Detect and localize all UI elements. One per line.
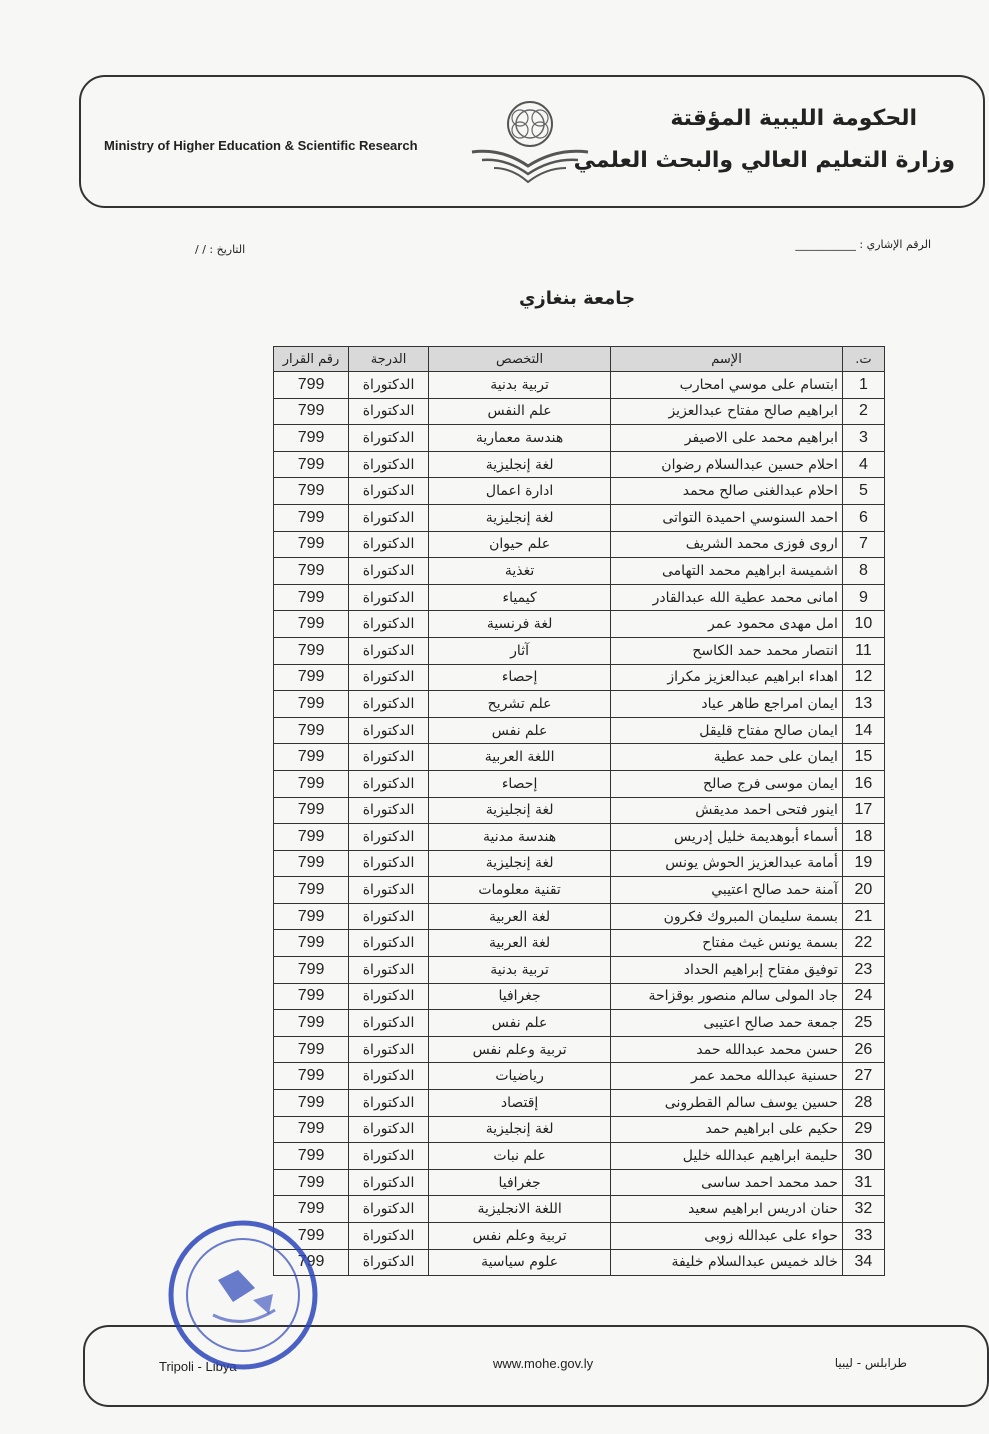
row-specialty: تقنية معلومات <box>428 877 610 904</box>
ministry-title-en: Ministry of Higher Education & Scientific Research <box>104 138 418 153</box>
row-specialty: علم النفس <box>428 398 610 425</box>
table-row <box>274 1063 885 1090</box>
table-row <box>274 1036 885 1063</box>
table-row <box>274 611 885 638</box>
table-row <box>274 1196 885 1223</box>
row-degree: الدكتوراة <box>349 1169 429 1196</box>
row-decision: 799 <box>274 1169 349 1196</box>
row-degree: الدكتوراة <box>349 425 429 452</box>
row-name: احلام عبدالغنى صالح محمد <box>611 478 843 505</box>
row-decision: 799 <box>274 504 349 531</box>
table-row <box>274 850 885 877</box>
table-row <box>274 1010 885 1037</box>
row-number: 24 <box>842 983 884 1010</box>
row-decision: 799 <box>274 1196 349 1223</box>
table-row <box>274 584 885 611</box>
date-label: التاريخ : / / <box>195 243 246 256</box>
row-specialty: لغة إنجليزية <box>428 504 610 531</box>
column-header-no: ت. <box>842 347 884 372</box>
row-degree: الدكتوراة <box>349 691 429 718</box>
row-specialty: كيمياء <box>428 584 610 611</box>
table-row <box>274 877 885 904</box>
row-degree: الدكتوراة <box>349 504 429 531</box>
footer-city-ar: طرابلس - ليبيا <box>834 1356 907 1370</box>
row-decision: 799 <box>274 372 349 399</box>
column-header-name: الإسم <box>611 347 843 372</box>
row-degree: الدكتوراة <box>349 824 429 851</box>
ministry-logo-icon <box>468 96 592 192</box>
row-name: جاد المولى سالم منصور بوقزاحة <box>611 983 843 1010</box>
row-number: 34 <box>842 1249 884 1276</box>
row-specialty: علم نفس <box>428 717 610 744</box>
reference-number-label: الرقم الإشاري : ___________ <box>795 238 931 251</box>
row-name: حسين يوسف سالم القطرونى <box>611 1090 843 1117</box>
row-degree: الدكتوراة <box>349 451 429 478</box>
row-degree: الدكتوراة <box>349 558 429 585</box>
row-name: ايمان صالح مفتاح قليقل <box>611 717 843 744</box>
row-name: جمعة حمد صالح اعتيبى <box>611 1010 843 1037</box>
row-number: 6 <box>842 504 884 531</box>
row-specialty: اللغة الانجليزية <box>428 1196 610 1223</box>
table-row <box>274 425 885 452</box>
row-name: حواء على عبدالله زوبى <box>611 1223 843 1250</box>
row-number: 7 <box>842 531 884 558</box>
row-specialty: لغة إنجليزية <box>428 797 610 824</box>
row-degree: الدكتوراة <box>349 850 429 877</box>
row-number: 22 <box>842 930 884 957</box>
row-specialty: علم نبات <box>428 1143 610 1170</box>
row-degree: الدكتوراة <box>349 1196 429 1223</box>
table-row <box>274 744 885 771</box>
graduates-table <box>273 346 885 1276</box>
row-specialty: آثار <box>428 637 610 664</box>
row-name: حكيم على ابراهيم حمد <box>611 1116 843 1143</box>
row-degree: الدكتوراة <box>349 584 429 611</box>
table-row <box>274 1223 885 1250</box>
row-specialty: هندسة معمارية <box>428 425 610 452</box>
row-name: ابتسام على موسي امحارب <box>611 372 843 399</box>
row-name: توفيق مفتاح إبراهيم الحداد <box>611 957 843 984</box>
row-specialty: علوم سياسية <box>428 1249 610 1276</box>
row-name: احلام حسين عبدالسلام رضوان <box>611 451 843 478</box>
row-decision: 799 <box>274 797 349 824</box>
row-number: 33 <box>842 1223 884 1250</box>
row-degree: الدكتوراة <box>349 717 429 744</box>
row-number: 1 <box>842 372 884 399</box>
row-decision: 799 <box>274 664 349 691</box>
row-degree: الدكتوراة <box>349 744 429 771</box>
row-decision: 799 <box>274 1063 349 1090</box>
row-specialty: ادارة اعمال <box>428 478 610 505</box>
row-specialty: علم حيوان <box>428 531 610 558</box>
row-decision: 799 <box>274 1249 349 1276</box>
row-name: اروى فوزى محمد الشريف <box>611 531 843 558</box>
row-degree: الدكتوراة <box>349 983 429 1010</box>
row-degree: الدكتوراة <box>349 637 429 664</box>
row-name: امانى محمد عطية الله عبدالقادر <box>611 584 843 611</box>
row-name: احمد السنوسي احميدة التواتى <box>611 504 843 531</box>
row-degree: الدكتوراة <box>349 1090 429 1117</box>
table-row <box>274 637 885 664</box>
row-number: 14 <box>842 717 884 744</box>
table-row <box>274 717 885 744</box>
row-degree: الدكتوراة <box>349 1063 429 1090</box>
row-name: امل مهدى محمود عمر <box>611 611 843 638</box>
row-number: 12 <box>842 664 884 691</box>
row-number: 23 <box>842 957 884 984</box>
row-degree: الدكتوراة <box>349 1143 429 1170</box>
row-number: 5 <box>842 478 884 505</box>
table-row <box>274 558 885 585</box>
row-decision: 799 <box>274 1223 349 1250</box>
row-name: اهداء ابراهيم عبدالعزيز مكراز <box>611 664 843 691</box>
row-degree: الدكتوراة <box>349 372 429 399</box>
table-row <box>274 664 885 691</box>
row-specialty: إقتصاد <box>428 1090 610 1117</box>
row-decision: 799 <box>274 398 349 425</box>
row-degree: الدكتوراة <box>349 797 429 824</box>
row-number: 26 <box>842 1036 884 1063</box>
table-row <box>274 903 885 930</box>
table-row <box>274 983 885 1010</box>
footer-city-en: Tripoli - Libya <box>159 1359 237 1374</box>
table-row <box>274 930 885 957</box>
row-specialty: علم نفس <box>428 1010 610 1037</box>
row-number: 16 <box>842 770 884 797</box>
row-decision: 799 <box>274 824 349 851</box>
footer-website: www.mohe.gov.ly <box>493 1356 594 1371</box>
row-decision: 799 <box>274 558 349 585</box>
row-name: أسماء أبوهديمة خليل إدريس <box>611 824 843 851</box>
row-decision: 799 <box>274 957 349 984</box>
row-specialty: جغرافيا <box>428 983 610 1010</box>
row-name: بسمة سليمان المبروك فكرون <box>611 903 843 930</box>
table-row <box>274 531 885 558</box>
row-name: أمامة عبدالعزيز الحوش يونس <box>611 850 843 877</box>
table-row <box>274 770 885 797</box>
row-decision: 799 <box>274 1090 349 1117</box>
row-number: 31 <box>842 1169 884 1196</box>
row-number: 27 <box>842 1063 884 1090</box>
row-specialty: تربية وعلم نفس <box>428 1036 610 1063</box>
row-specialty: جغرافيا <box>428 1169 610 1196</box>
row-decision: 799 <box>274 877 349 904</box>
ministry-title-ar: وزارة التعليم العالي والبحث العلمي <box>573 148 955 173</box>
row-decision: 799 <box>274 717 349 744</box>
row-decision: 799 <box>274 1143 349 1170</box>
row-name: حسن محمد عبدالله حمد <box>611 1036 843 1063</box>
table-row <box>274 478 885 505</box>
table-row <box>274 957 885 984</box>
column-header-specialty: التخصص <box>428 347 610 372</box>
row-specialty: لغة فرنسية <box>428 611 610 638</box>
row-number: 10 <box>842 611 884 638</box>
row-decision: 799 <box>274 1036 349 1063</box>
table-row <box>274 1169 885 1196</box>
row-specialty: لغة إنجليزية <box>428 1116 610 1143</box>
row-degree: الدكتوراة <box>349 770 429 797</box>
row-decision: 799 <box>274 478 349 505</box>
university-title: جامعة بنغازي <box>518 288 636 309</box>
table-row <box>274 1143 885 1170</box>
table-row <box>274 451 885 478</box>
row-degree: الدكتوراة <box>349 531 429 558</box>
row-decision: 799 <box>274 637 349 664</box>
row-specialty: اللغة العربية <box>428 744 610 771</box>
row-degree: الدكتوراة <box>349 1010 429 1037</box>
row-degree: الدكتوراة <box>349 1223 429 1250</box>
row-specialty: تربية وعلم نفس <box>428 1223 610 1250</box>
row-number: 21 <box>842 903 884 930</box>
row-decision: 799 <box>274 584 349 611</box>
table-row <box>274 398 885 425</box>
row-degree: الدكتوراة <box>349 1249 429 1276</box>
row-name: خالد خميس عبدالسلام خليفة <box>611 1249 843 1276</box>
table-header-row <box>274 347 885 372</box>
row-specialty: تربية بدنية <box>428 957 610 984</box>
table-row <box>274 504 885 531</box>
official-stamp-icon <box>163 1210 323 1380</box>
row-specialty: لغة إنجليزية <box>428 850 610 877</box>
row-name: انتصار محمد حمد الكاسح <box>611 637 843 664</box>
row-specialty: إحصاء <box>428 664 610 691</box>
row-number: 11 <box>842 637 884 664</box>
table-row <box>274 824 885 851</box>
row-degree: الدكتوراة <box>349 478 429 505</box>
table-row <box>274 797 885 824</box>
row-name: حمد محمد احمد ساسى <box>611 1169 843 1196</box>
row-name: آمنة حمد صالح اعتيبي <box>611 877 843 904</box>
row-degree: الدكتوراة <box>349 930 429 957</box>
row-name: اينور فتحى احمد مديقش <box>611 797 843 824</box>
row-number: 13 <box>842 691 884 718</box>
row-decision: 799 <box>274 1116 349 1143</box>
row-number: 28 <box>842 1090 884 1117</box>
row-number: 8 <box>842 558 884 585</box>
row-decision: 799 <box>274 903 349 930</box>
row-number: 32 <box>842 1196 884 1223</box>
row-number: 3 <box>842 425 884 452</box>
row-specialty: لغة العربية <box>428 903 610 930</box>
row-decision: 799 <box>274 611 349 638</box>
row-specialty: هندسة مدنية <box>428 824 610 851</box>
row-number: 4 <box>842 451 884 478</box>
row-specialty: تربية بدنية <box>428 372 610 399</box>
row-name: ابراهيم صالح مفتاح عبدالعزيز <box>611 398 843 425</box>
row-specialty: لغة العربية <box>428 930 610 957</box>
table-row <box>274 691 885 718</box>
row-number: 19 <box>842 850 884 877</box>
row-number: 30 <box>842 1143 884 1170</box>
row-name: ابراهيم محمد على الاصيفر <box>611 425 843 452</box>
row-name: اشميسة ابراهيم محمد التهامى <box>611 558 843 585</box>
column-header-decision: رقم القرار <box>274 347 349 372</box>
row-number: 2 <box>842 398 884 425</box>
row-name: بسمة يونس غيث مفتاح <box>611 930 843 957</box>
row-name: حنان ادريس ابراهيم سعيد <box>611 1196 843 1223</box>
row-specialty: إحصاء <box>428 770 610 797</box>
row-decision: 799 <box>274 1010 349 1037</box>
row-number: 20 <box>842 877 884 904</box>
row-specialty: رياضيات <box>428 1063 610 1090</box>
row-number: 17 <box>842 797 884 824</box>
government-title: الحكومة الليبية المؤقتة <box>670 106 917 131</box>
row-name: ايمان موسى فرج صالح <box>611 770 843 797</box>
row-degree: الدكتوراة <box>349 957 429 984</box>
row-decision: 799 <box>274 770 349 797</box>
row-degree: الدكتوراة <box>349 1116 429 1143</box>
row-degree: الدكتوراة <box>349 398 429 425</box>
table-row <box>274 1249 885 1276</box>
table-row <box>274 372 885 399</box>
row-degree: الدكتوراة <box>349 664 429 691</box>
row-decision: 799 <box>274 691 349 718</box>
row-name: حليمة ابراهيم عبدالله خليل <box>611 1143 843 1170</box>
row-degree: الدكتوراة <box>349 903 429 930</box>
row-decision: 799 <box>274 983 349 1010</box>
row-degree: الدكتوراة <box>349 1036 429 1063</box>
row-number: 9 <box>842 584 884 611</box>
row-decision: 799 <box>274 930 349 957</box>
column-header-degree: الدرجة <box>349 347 429 372</box>
row-number: 15 <box>842 744 884 771</box>
row-decision: 799 <box>274 531 349 558</box>
row-number: 25 <box>842 1010 884 1037</box>
row-degree: الدكتوراة <box>349 877 429 904</box>
row-degree: الدكتوراة <box>349 611 429 638</box>
table-row <box>274 1116 885 1143</box>
row-number: 29 <box>842 1116 884 1143</box>
row-name: ايمان امراجع طاهر عياد <box>611 691 843 718</box>
row-specialty: تغذية <box>428 558 610 585</box>
row-decision: 799 <box>274 451 349 478</box>
row-number: 18 <box>842 824 884 851</box>
row-specialty: علم تشريح <box>428 691 610 718</box>
row-decision: 799 <box>274 850 349 877</box>
row-decision: 799 <box>274 425 349 452</box>
row-name: حسنية عبدالله محمد عمر <box>611 1063 843 1090</box>
row-decision: 799 <box>274 744 349 771</box>
row-name: ايمان على حمد عطية <box>611 744 843 771</box>
row-specialty: لغة إنجليزية <box>428 451 610 478</box>
table-row <box>274 1090 885 1117</box>
